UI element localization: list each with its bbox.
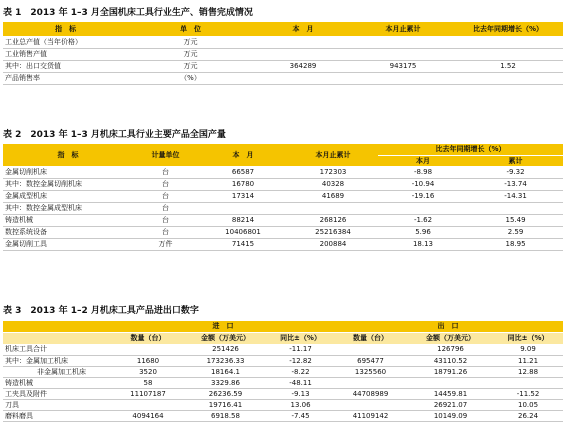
row-label: 金属成型机床	[3, 190, 133, 202]
row-export-amount: 18791.26	[408, 366, 493, 377]
table-row	[3, 178, 563, 190]
row-import-qty: 4094164	[113, 410, 183, 421]
row-import-amount: 251426	[183, 344, 268, 355]
row-growth-month: 18.13	[378, 238, 468, 250]
row-cumulative: 200884	[288, 238, 378, 250]
row-label: 机床工具合计	[3, 344, 113, 355]
row-month: 88214	[198, 214, 288, 226]
row-import-yoy: -48.11	[268, 377, 333, 388]
row-cumulative	[288, 202, 378, 214]
row-export-amount: 43110.52	[408, 355, 493, 366]
table1-header-growth: 比去年同期增长（%）	[453, 22, 563, 36]
row-month: 66587	[198, 166, 288, 178]
row-export-yoy: -11.52	[493, 388, 563, 399]
row-growth-month: -10.94	[378, 178, 468, 190]
row-month	[253, 72, 353, 84]
row-import-qty	[113, 344, 183, 355]
row-month	[198, 202, 288, 214]
table2-header-growth: 比去年同期增长（%）	[378, 144, 563, 155]
row-growth	[453, 36, 563, 48]
table2-title: 表 2 2013 年 1–3 月机床工具行业主要产品全国产量	[3, 130, 226, 140]
row-export-yoy	[493, 377, 563, 388]
row-growth-month: -1.62	[378, 214, 468, 226]
row-unit: 台	[133, 202, 198, 214]
row-cumulative: 268126	[288, 214, 378, 226]
row-month	[253, 48, 353, 60]
table2-header-month: 本 月	[198, 144, 288, 166]
row-label: 磨料磨具	[3, 410, 113, 421]
row-unit: 万元	[128, 60, 253, 72]
row-growth-cumulative: 2.59	[468, 226, 563, 238]
table-row	[3, 214, 563, 226]
row-growth	[453, 48, 563, 60]
table3-header-export: 出 口	[333, 321, 563, 332]
row-cumulative: 172303	[288, 166, 378, 178]
row-label: 其中：数控金属成型机床	[3, 202, 133, 214]
row-import-qty	[113, 399, 183, 410]
table-row	[3, 238, 563, 250]
row-export-yoy: 26.24	[493, 410, 563, 421]
row-export-yoy: 9.09	[493, 344, 563, 355]
row-growth-month: -19.16	[378, 190, 468, 202]
row-unit: 万元	[128, 36, 253, 48]
row-import-yoy: -8.22	[268, 366, 333, 377]
table3-subheader-export-amount: 金额（万美元）	[408, 332, 493, 344]
table2	[3, 144, 563, 251]
row-unit: （%）	[128, 72, 253, 84]
row-unit: 台	[133, 214, 198, 226]
table3-subheader-export-yoy: 同比±（%）	[493, 332, 563, 344]
row-export-amount	[408, 377, 493, 388]
table3-subheader-import-amount: 金额（万美元）	[183, 332, 268, 344]
row-export-qty: 1325560	[333, 366, 408, 377]
row-growth-cumulative: 15.49	[468, 214, 563, 226]
table1-header-unit: 单 位	[128, 22, 253, 36]
row-import-amount: 3329.86	[183, 377, 268, 388]
row-import-qty: 3520	[113, 366, 183, 377]
table-row	[3, 166, 563, 178]
table1-title: 表 1 2013 年 1–3 月全国机床工具行业生产、销售完成情况	[3, 8, 253, 18]
row-label: 其中：数控金属切削机床	[3, 178, 133, 190]
row-cumulative: 25216384	[288, 226, 378, 238]
table1-header-month: 本 月	[253, 22, 353, 36]
table-row	[3, 366, 563, 377]
row-import-yoy: -11.17	[268, 344, 333, 355]
table-row	[3, 399, 563, 410]
row-label: 金属切削机床	[3, 166, 133, 178]
row-cumulative: 40328	[288, 178, 378, 190]
row-growth-month: 5.96	[378, 226, 468, 238]
row-import-qty: 58	[113, 377, 183, 388]
row-export-qty: 44708989	[333, 388, 408, 399]
row-unit: 万件	[133, 238, 198, 250]
table-row	[3, 226, 563, 238]
row-month: 364289	[253, 60, 353, 72]
row-month	[253, 36, 353, 48]
table3-subheader-blank	[3, 332, 113, 344]
row-month: 71415	[198, 238, 288, 250]
table-row	[3, 344, 563, 355]
table-row	[3, 60, 563, 72]
row-import-amount: 26236.59	[183, 388, 268, 399]
row-month: 17314	[198, 190, 288, 202]
table3-subheader-import-qty: 数量（台）	[113, 332, 183, 344]
row-growth-cumulative: -13.74	[468, 178, 563, 190]
row-label: 非金属加工机床	[3, 366, 113, 377]
table1-header-cumulative: 本月止累计	[353, 22, 453, 36]
row-export-yoy: 12.88	[493, 366, 563, 377]
row-label: 工业总产值（当年价格）	[3, 36, 128, 48]
row-label: 刀具	[3, 399, 113, 410]
row-export-yoy: 11.21	[493, 355, 563, 366]
row-label: 工夹具及附件	[3, 388, 113, 399]
table2-header-cumulative: 本月止累计	[288, 144, 378, 166]
row-import-amount: 6918.58	[183, 410, 268, 421]
row-label: 工业销售产值	[3, 48, 128, 60]
row-month: 10406801	[198, 226, 288, 238]
row-growth-cumulative	[468, 202, 563, 214]
row-growth-cumulative: 18.95	[468, 238, 563, 250]
row-export-yoy: 10.05	[493, 399, 563, 410]
row-unit: 台	[133, 190, 198, 202]
row-export-qty: 695477	[333, 355, 408, 366]
row-growth: 1.52	[453, 60, 563, 72]
table-row	[3, 410, 563, 421]
row-growth-cumulative: -14.31	[468, 190, 563, 202]
table1-header-indicator: 指 标	[3, 22, 128, 36]
row-export-amount: 126796	[408, 344, 493, 355]
table2-header-growth-cumulative: 累计	[468, 155, 563, 166]
row-export-qty: 41109142	[333, 410, 408, 421]
row-import-amount: 18164.1	[183, 366, 268, 377]
row-label: 铸造机械	[3, 214, 133, 226]
row-label: 金属切削工具	[3, 238, 133, 250]
table-row	[3, 355, 563, 366]
table2-header-indicator: 指 标	[3, 144, 133, 166]
row-import-amount: 19716.41	[183, 399, 268, 410]
table3-title: 表 3 2013 年 1–2 月机床工具产品进出口数字	[3, 306, 199, 316]
table3-subheader-import-yoy: 同比±（%）	[268, 332, 333, 344]
table3-subheader-export-qty: 数量（台）	[333, 332, 408, 344]
row-import-yoy: 13.06	[268, 399, 333, 410]
row-import-yoy: -12.82	[268, 355, 333, 366]
row-export-amount: 10149.09	[408, 410, 493, 421]
row-label: 数控系统设备	[3, 226, 133, 238]
row-unit: 万元	[128, 48, 253, 60]
row-import-qty: 11680	[113, 355, 183, 366]
row-growth	[453, 72, 563, 84]
row-cumulative: 41689	[288, 190, 378, 202]
row-import-qty: 11107187	[113, 388, 183, 399]
row-export-amount: 14459.81	[408, 388, 493, 399]
table-row	[3, 377, 563, 388]
table3-header-import: 进 口	[113, 321, 333, 332]
row-cumulative	[353, 48, 453, 60]
row-unit: 台	[133, 178, 198, 190]
row-import-yoy: -7.45	[268, 410, 333, 421]
table-row	[3, 72, 563, 84]
row-export-amount: 26921.07	[408, 399, 493, 410]
row-unit: 台	[133, 166, 198, 178]
row-label: 铸造机械	[3, 377, 113, 388]
table3	[3, 321, 563, 422]
row-month: 16780	[198, 178, 288, 190]
table2-header-growth-month: 本月	[378, 155, 468, 166]
row-export-qty	[333, 377, 408, 388]
row-export-qty	[333, 344, 408, 355]
table1	[3, 22, 563, 85]
table-row	[3, 190, 563, 202]
row-cumulative	[353, 36, 453, 48]
table-row	[3, 36, 563, 48]
row-export-qty	[333, 399, 408, 410]
row-growth-month: -8.98	[378, 166, 468, 178]
row-cumulative	[353, 72, 453, 84]
row-unit: 台	[133, 226, 198, 238]
row-label: 其中：金属加工机床	[3, 355, 113, 366]
table-row	[3, 202, 563, 214]
row-growth-cumulative: -9.32	[468, 166, 563, 178]
row-import-yoy: -9.13	[268, 388, 333, 399]
table2-header-unit: 计量单位	[133, 144, 198, 166]
row-label: 其中：出口交货值	[3, 60, 128, 72]
row-growth-month	[378, 202, 468, 214]
row-import-amount: 173236.33	[183, 355, 268, 366]
table-row	[3, 388, 563, 399]
table3-header-blank	[3, 321, 113, 332]
table-row	[3, 48, 563, 60]
row-cumulative: 943175	[353, 60, 453, 72]
row-label: 产品销售率	[3, 72, 128, 84]
